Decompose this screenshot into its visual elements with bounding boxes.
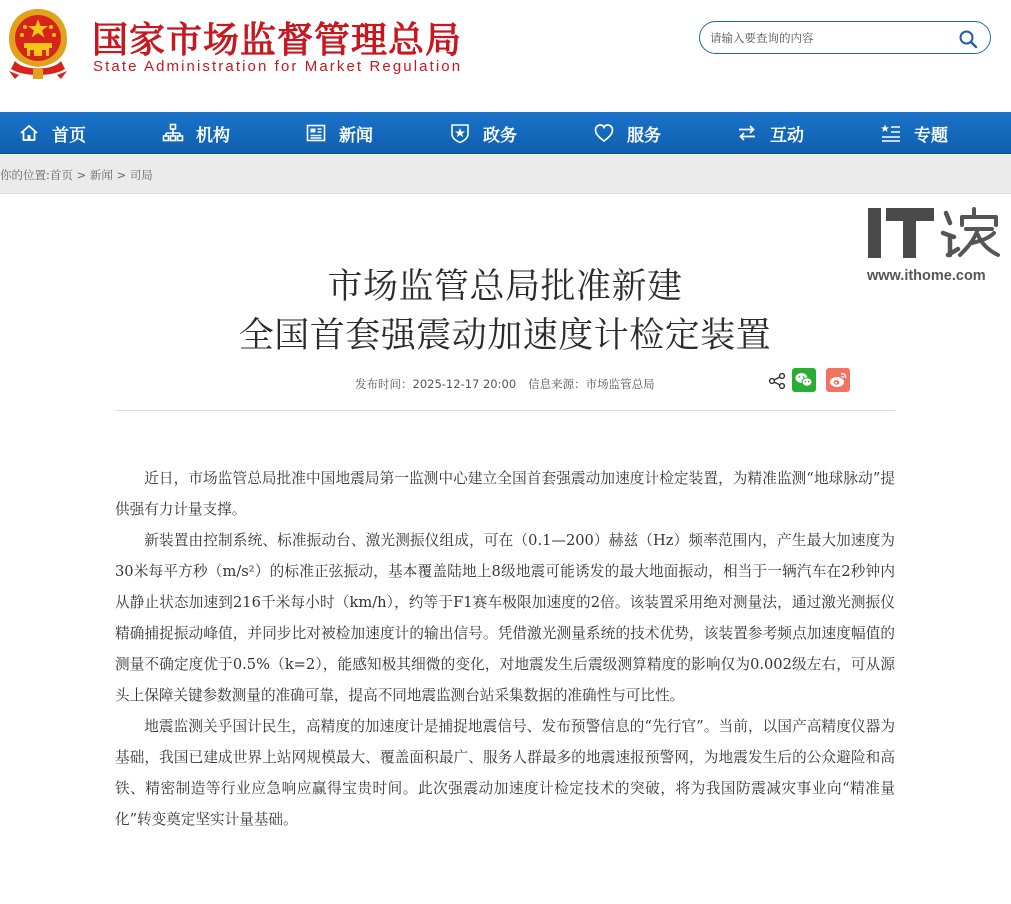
article-paragraph: 地震监测关乎国计民生，高精度的加速度计是捕捉地震信号、发布预警信息的“先行官”。当前，以国产高精度仪器为基础，我国已建成世界上站网规模最大、覆盖面积最广、服务人群最多的地震速报预警网，为地震发生后的公众避险和高铁、精密制造等行业应急响应赢得宝贵时间。此次强震动加速度计检定技术的突破，将为我国防震减灾事业向“精准量化”转变奠定坚实计量基础。 (115, 718, 895, 828)
weibo-icon (826, 368, 850, 392)
nav-item-government[interactable] (449, 112, 517, 154)
article-title-line2: 全国首套强震动加速度计检定装置 (238, 316, 772, 356)
home-icon (18, 122, 40, 144)
org-chart-icon (162, 122, 184, 144)
weibo-share-button[interactable] (826, 368, 850, 392)
government-icon (449, 122, 471, 144)
search-box (699, 21, 991, 54)
article-paragraph: 近日，市场监管总局批准中国地震局第一监测中心建立全国首套强震动加速度计检定装置，为精准监测“地球脉动”提供强有力计量支撑。 (115, 470, 895, 518)
national-emblem-icon[interactable] (3, 5, 73, 81)
topic-list-icon (880, 122, 902, 144)
search-icon[interactable] (958, 29, 978, 49)
nav-item-label: 政务 (483, 125, 517, 146)
publish-time-label: 发布时间： (355, 377, 413, 391)
breadcrumb-department[interactable]: 司局 (129, 168, 153, 182)
publish-time: 2025-12-17 20:00 (412, 377, 517, 391)
breadcrumb-prefix: 你的位置: (0, 168, 50, 182)
site-title[interactable]: 国家市场监督管理总局 (92, 20, 463, 61)
exchange-icon (736, 122, 758, 144)
wechat-icon (792, 368, 816, 392)
nav-item-label: 互动 (770, 125, 804, 146)
nav-item-service[interactable] (593, 112, 661, 154)
article-paragraph: 新装置由控制系统、标准振动台、激光测振仪组成，可在（0.1—200）赫兹（Hz）频率范围内，产生最大加速度为30米每平方秒（m/s²）的标准正弦振动，基本覆盖陆地上8级地震可能诱发的最大地面振动，相当于一辆汽车在2秒钟内从静止状态加速到216千米每小时（km/h），约等于F1赛车极限加速度的2倍。该装置采用绝对测量法，通过激光测振仪精确捕捉振动峰值，并同步比对被检加速度计的输出信号。凭借激光测量系统的技术优势，该装置参考频点加速度幅值的测量不确定度优于0.5%（k=2），能感知极其细微的变化，对地震发生后震级测算精度的影响仅为0.002级左右，可从源头上保障关键参数测量的准确可靠，提高不同地震监测台站采集数据的准确性与可比性。 (115, 532, 895, 704)
breadcrumb-separator: > (72, 168, 90, 182)
breadcrumb-separator: > (112, 168, 130, 182)
nav-item-label: 服务 (627, 125, 661, 146)
breadcrumb-news[interactable]: 新闻 (89, 168, 113, 182)
share-icon[interactable] (768, 372, 786, 390)
heart-icon (593, 122, 615, 144)
nav-item-label: 专题 (914, 125, 948, 146)
main-nav (0, 112, 1011, 154)
news-icon (305, 122, 327, 144)
ithome-url: www.ithome.com (867, 268, 986, 284)
nav-item-label: 首页 (52, 125, 86, 146)
wechat-share-button[interactable] (792, 368, 816, 392)
source: 市场监管总局 (585, 377, 655, 391)
nav-item-org[interactable] (162, 112, 230, 154)
search-input[interactable] (710, 28, 950, 48)
site-subtitle: State Administration for Market Regulation (93, 58, 463, 75)
nav-item-interaction[interactable] (736, 112, 804, 154)
source-label: 信息来源： (528, 377, 586, 391)
breadcrumb-bar (0, 155, 1011, 194)
title-divider (115, 410, 895, 411)
breadcrumb (0, 167, 153, 183)
site-header (0, 0, 1011, 112)
article-title-line1: 市场监管总局批准新建 (327, 267, 683, 307)
nav-item-news[interactable] (305, 112, 373, 154)
nav-item-topics[interactable] (880, 112, 948, 154)
nav-item-label: 机构 (196, 125, 230, 146)
nav-item-label: 新闻 (339, 125, 373, 146)
breadcrumb-home[interactable]: 首页 (49, 168, 73, 182)
article-body (115, 463, 895, 835)
article-meta (355, 376, 655, 392)
nav-item-home[interactable] (18, 112, 86, 154)
